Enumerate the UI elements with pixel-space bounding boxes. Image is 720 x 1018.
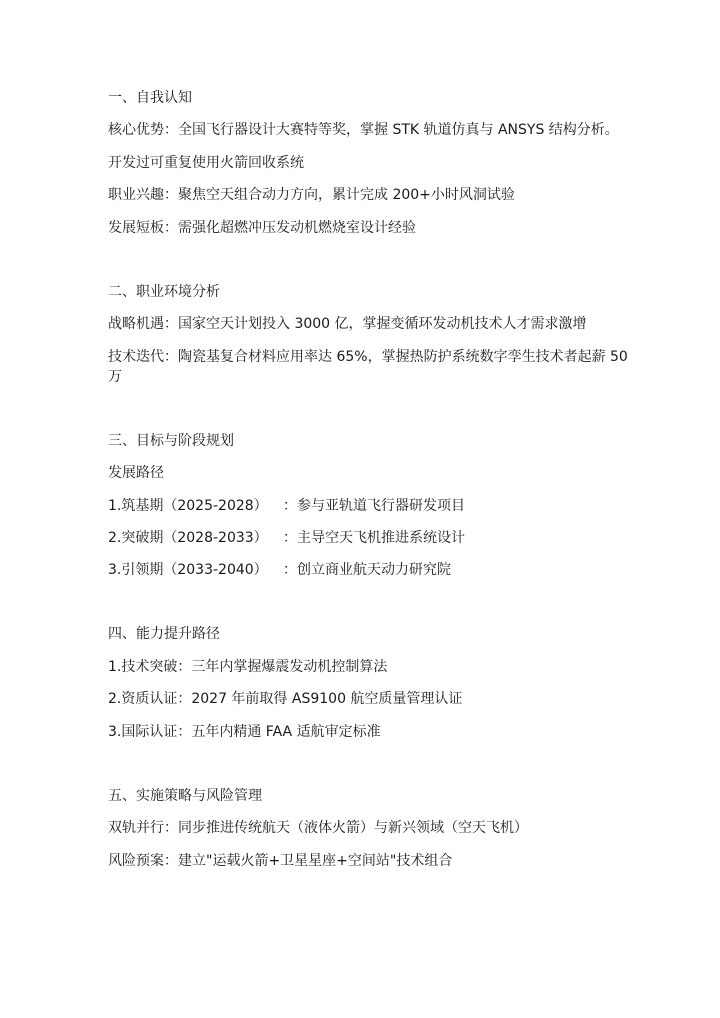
dual-track-line: 双轨并行：同步推进传统航天（液体火箭）与新兴领域（空天飞机） [108,820,528,837]
stage-period: 2.突破期（2028-2033） [108,529,268,546]
stage-item [108,496,628,516]
capability-item: 3.国际认证：五年内精通 FAA 适航审定标准 [108,723,381,740]
section-spacer [108,754,628,786]
capability-item: 2.资质认证：2027 年前取得 AS9100 航空质量管理认证 [108,691,463,708]
technology-iteration-line: 技术迭代：陶瓷基复合材料应用率达 65%，掌握热防护系统数字孪生技术者起薪 50 万 [108,348,628,385]
core-advantage-continuation: 开发过可重复使用火箭回收系统 [108,154,304,171]
section-heading-environment: 二、职业环境分析 [108,283,220,300]
stage-goal: ：主导空天飞机推进系统设计 [283,529,465,546]
career-interest-line: 职业兴趣：聚焦空天组合动力方向，累计完成 200+小时风洞试验 [108,187,515,204]
development-path-subheading: 发展路径 [108,465,164,482]
stage-goal: ：参与亚轨道飞行器研发项目 [283,497,465,514]
development-weakness-line: 发展短板：需强化超燃冲压发动机燃烧室设计经验 [108,219,416,236]
section-spacer [108,593,628,625]
section-heading-strategy: 五、实施策略与风险管理 [108,787,262,804]
section-heading-capability: 四、能力提升路径 [108,626,220,643]
stage-item [108,528,628,548]
section-spacer [108,399,628,431]
stage-item [108,560,628,580]
section-heading-goals: 三、目标与阶段规划 [108,432,234,449]
capability-item: 1.技术突破：三年内掌握爆震发动机控制算法 [108,658,388,675]
risk-plan-line: 风险预案：建立"运载火箭+卫星星座+空间站"技术组合 [108,852,453,869]
stage-goal: ：创立商业航天动力研究院 [283,562,451,579]
document-body [108,88,628,883]
stage-period: 3.引领期（2033-2040） [108,562,268,579]
core-advantage-line: 核心优势：全国飞行器设计大赛特等奖，掌握 STK 轨道仿真与 ANSYS 结构分析。 [108,122,619,139]
stage-period: 1.筑基期（2025-2028） [108,497,268,514]
section-spacer [108,250,628,282]
strategic-opportunity-line: 战略机遇：国家空天计划投入 3000 亿，掌握变循环发动机技术人才需求激增 [108,316,587,333]
section-heading-self-awareness: 一、自我认知 [108,90,192,106]
